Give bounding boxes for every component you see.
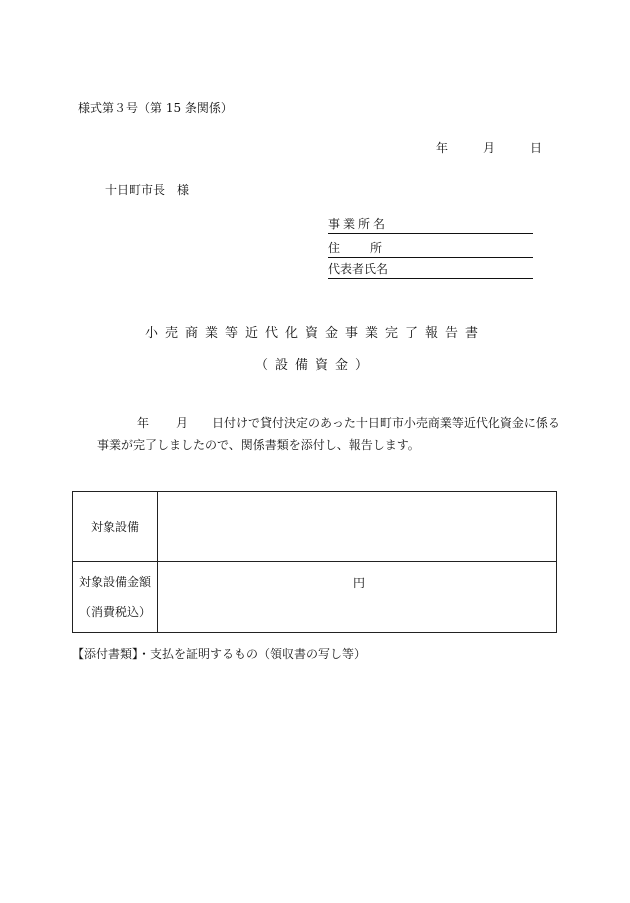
body-month-label: 月 <box>176 416 189 430</box>
address-field[interactable] <box>328 241 533 258</box>
tax-included-note: （消費税込） <box>78 605 151 619</box>
address-label: 住所 <box>328 241 413 255</box>
amount-label-cell <box>73 562 158 633</box>
document-title: 小売商業等近代化資金事業完了報告書 <box>144 326 485 341</box>
equipment-table <box>72 491 557 633</box>
amount-label: 対象設備金額 <box>78 575 151 589</box>
body-text-line1: 日付けで貸付決定のあった十日町市小売商業等近代化資金に係る <box>212 416 560 430</box>
currency-unit: 円 <box>353 576 366 590</box>
office-name-field[interactable] <box>328 217 533 234</box>
attachments-note: 【添付書類】・支払を証明するもの（領収書の写し等） <box>72 647 367 661</box>
addressee: 十日町市長 様 <box>105 183 190 197</box>
document-subtitle: （設備資金） <box>254 358 375 373</box>
equipment-row <box>73 492 557 562</box>
equipment-label: 対象設備 <box>90 520 139 534</box>
amount-value-cell[interactable] <box>158 562 557 633</box>
form-number: 様式第３号（第 15 条関係） <box>78 101 233 115</box>
amount-row <box>73 562 557 633</box>
equipment-label-cell <box>73 492 158 562</box>
office-name-label: 事業所名 <box>328 217 389 231</box>
date-year-label: 年 <box>436 141 449 155</box>
equipment-value-cell[interactable] <box>158 492 557 562</box>
representative-field[interactable] <box>328 262 533 279</box>
representative-label: 代表者氏名 <box>328 262 389 276</box>
date-day-label: 日 <box>530 141 543 155</box>
body-text-line2: 事業が完了しましたので、関係書類を添付し、報告します。 <box>97 438 420 452</box>
body-year-label: 年 <box>137 416 150 430</box>
date-month-label: 月 <box>483 141 496 155</box>
